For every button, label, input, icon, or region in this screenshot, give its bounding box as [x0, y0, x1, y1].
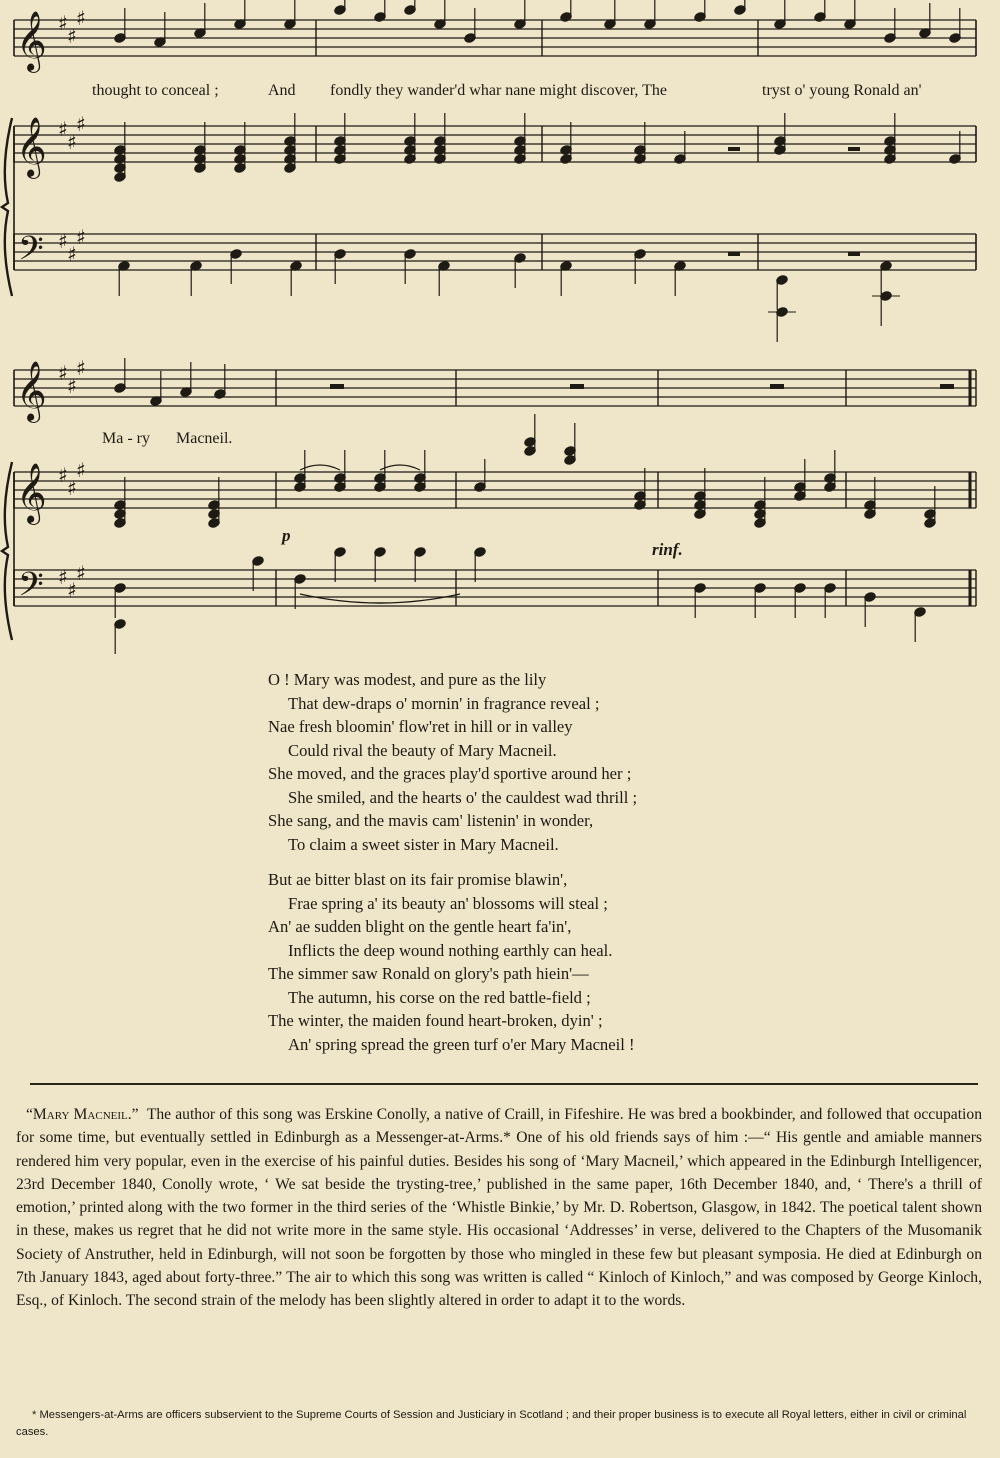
bass-clef: 𝄢 — [18, 566, 44, 612]
note-title: “Mary Macneil.” — [26, 1106, 139, 1123]
verse-line: She smiled, and the hearts o' the cauldest wad thrill ; — [288, 787, 638, 807]
treble-clef: 𝄞 — [16, 11, 47, 71]
lyric-text: And — [268, 82, 296, 99]
treble-clef: 𝄞 — [16, 463, 47, 523]
lyric-text: Macneil. — [176, 430, 233, 447]
verse-line: An' spring spread the green turf o'er Mary Macneil ! — [288, 1034, 635, 1054]
sharp-sign: ♯ — [67, 24, 77, 48]
sharp-sign: ♯ — [76, 112, 86, 136]
footnote-text: * Messengers-at-Arms are officers subservient to the Supreme Courts of Session and Justiciary in Scotland ; and their proper business is to execute all Royal letters, either in civil or criminal cases. — [16, 1409, 967, 1438]
sharp-sign: ♯ — [58, 229, 68, 253]
verse-line: She sang, and the mavis cam' listenin' in wonder, — [268, 811, 594, 830]
dynamic-marking: rinf. — [652, 540, 683, 559]
whole-rest — [330, 384, 344, 389]
sharp-sign: ♯ — [76, 458, 86, 482]
editorial-note — [16, 1103, 982, 1313]
sharp-sign: ♯ — [58, 361, 68, 385]
brace — [2, 118, 12, 296]
stanza — [268, 868, 788, 1056]
verse-line: To claim a sweet sister in Mary Macneil. — [288, 834, 559, 854]
rest — [848, 147, 860, 151]
lyric-text: fondly they wander'd whar nane might discover, The — [330, 82, 667, 99]
sharp-sign: ♯ — [76, 356, 86, 380]
verse-line: But ae bitter blast on its fair promise blawin', — [268, 870, 568, 889]
treble-clef: 𝄞 — [16, 361, 47, 421]
rest — [848, 252, 860, 256]
rest — [728, 147, 740, 151]
slur — [300, 465, 340, 470]
treble-clef: 𝄞 — [16, 117, 47, 177]
sharp-sign: ♯ — [67, 374, 77, 398]
section-divider — [30, 1083, 978, 1085]
verse-line: Frae spring a' its beauty an' blossoms will steal ; — [288, 893, 608, 913]
sharp-sign: ♯ — [58, 11, 68, 35]
lyric-text: thought to conceal ; — [92, 82, 219, 99]
verse-line: She moved, and the graces play'd sportive around her ; — [268, 764, 632, 783]
footnote — [16, 1407, 982, 1441]
whole-rest — [940, 384, 954, 389]
note-body: The author of this song was Erskine Conolly, a native of Craill, in Fifeshire. He was bred a bookbinder, and followed that occupation for some time, but eventually settled in Edinburgh as a Messenger-at-Arms.* One of his old friends says of him :—“ His gentle and amiable manners rendered him very popular, even in the exercise of his painful duties. Besides his song of ‘Mary Macneil,’ which appeared in the Edinburgh Intelligencer, 23rd December 1840, Conolly wrote, ‘ We sat beside the trysting-tree,’ published in the same paper, 16th December 1840, and, ‘ There's a thrill of emotion,’ printed along with the two former in the third series of the ‘Whistle Binkie,’ by Mr. D. Robertson, Glasgow, in 1842. The poetical talent shown in these, makes us regret that he did not write more in the same style. His occasional ‘Addresses’ in verse, delivered to the Chapters of the Musomanik Society of Anstruther, held in Edinburgh, will not soon be forgotten by those who mingled in these few but pleasant symposia. He died at Edinburgh on 7th January 1843, aged about forty-three.” The air to which this song was written is called “ Kinloch of Kinloch,” and was composed by George Kinloch, Esq., of Kinloch. The second strain of the melody has been slightly altered in order to adapt it to the words. — [16, 1106, 982, 1310]
lyric-text: tryst o' young Ronald an' — [762, 82, 922, 99]
sharp-sign: ♯ — [67, 578, 77, 602]
slur — [380, 465, 420, 470]
verse-line: The simmer saw Ronald on glory's path hiein'— — [268, 964, 589, 983]
verse-line: Could rival the beauty of Mary Macneil. — [288, 740, 557, 760]
verse-line: That dew-draps o' mornin' in fragrance reveal ; — [288, 693, 600, 713]
verse-line: The autumn, his corse on the red battle-field ; — [288, 987, 591, 1007]
sharp-sign: ♯ — [67, 242, 77, 266]
whole-rest — [570, 384, 584, 389]
verse-line: An' ae sudden blight on the gentle heart fa'in', — [268, 917, 572, 936]
sharp-sign: ♯ — [58, 463, 68, 487]
verse-line: Nae fresh bloomin' flow'ret in hill or in valley — [268, 717, 573, 736]
sharp-sign: ♯ — [58, 565, 68, 589]
dynamic-marking: p — [282, 526, 291, 545]
whole-rest — [770, 384, 784, 389]
lyric-text: Ma - ry — [102, 430, 150, 447]
sharp-sign: ♯ — [67, 130, 77, 154]
sharp-sign: ♯ — [76, 225, 86, 249]
sharp-sign: ♯ — [58, 117, 68, 141]
sharp-sign: ♯ — [76, 6, 86, 30]
verse-line: Inflicts the deep wound nothing earthly can heal. — [288, 940, 613, 960]
brace — [2, 462, 12, 640]
verse-line: The winter, the maiden found heart-broken, dyin' ; — [268, 1011, 603, 1030]
verse-line: O ! Mary was modest, and pure as the lily — [268, 670, 547, 689]
bass-clef: 𝄢 — [18, 230, 44, 276]
rest — [728, 252, 740, 256]
sharp-sign: ♯ — [76, 561, 86, 585]
sharp-sign: ♯ — [67, 476, 77, 500]
stanza — [268, 668, 788, 856]
tie-slur — [300, 594, 460, 603]
poem — [268, 668, 788, 1068]
